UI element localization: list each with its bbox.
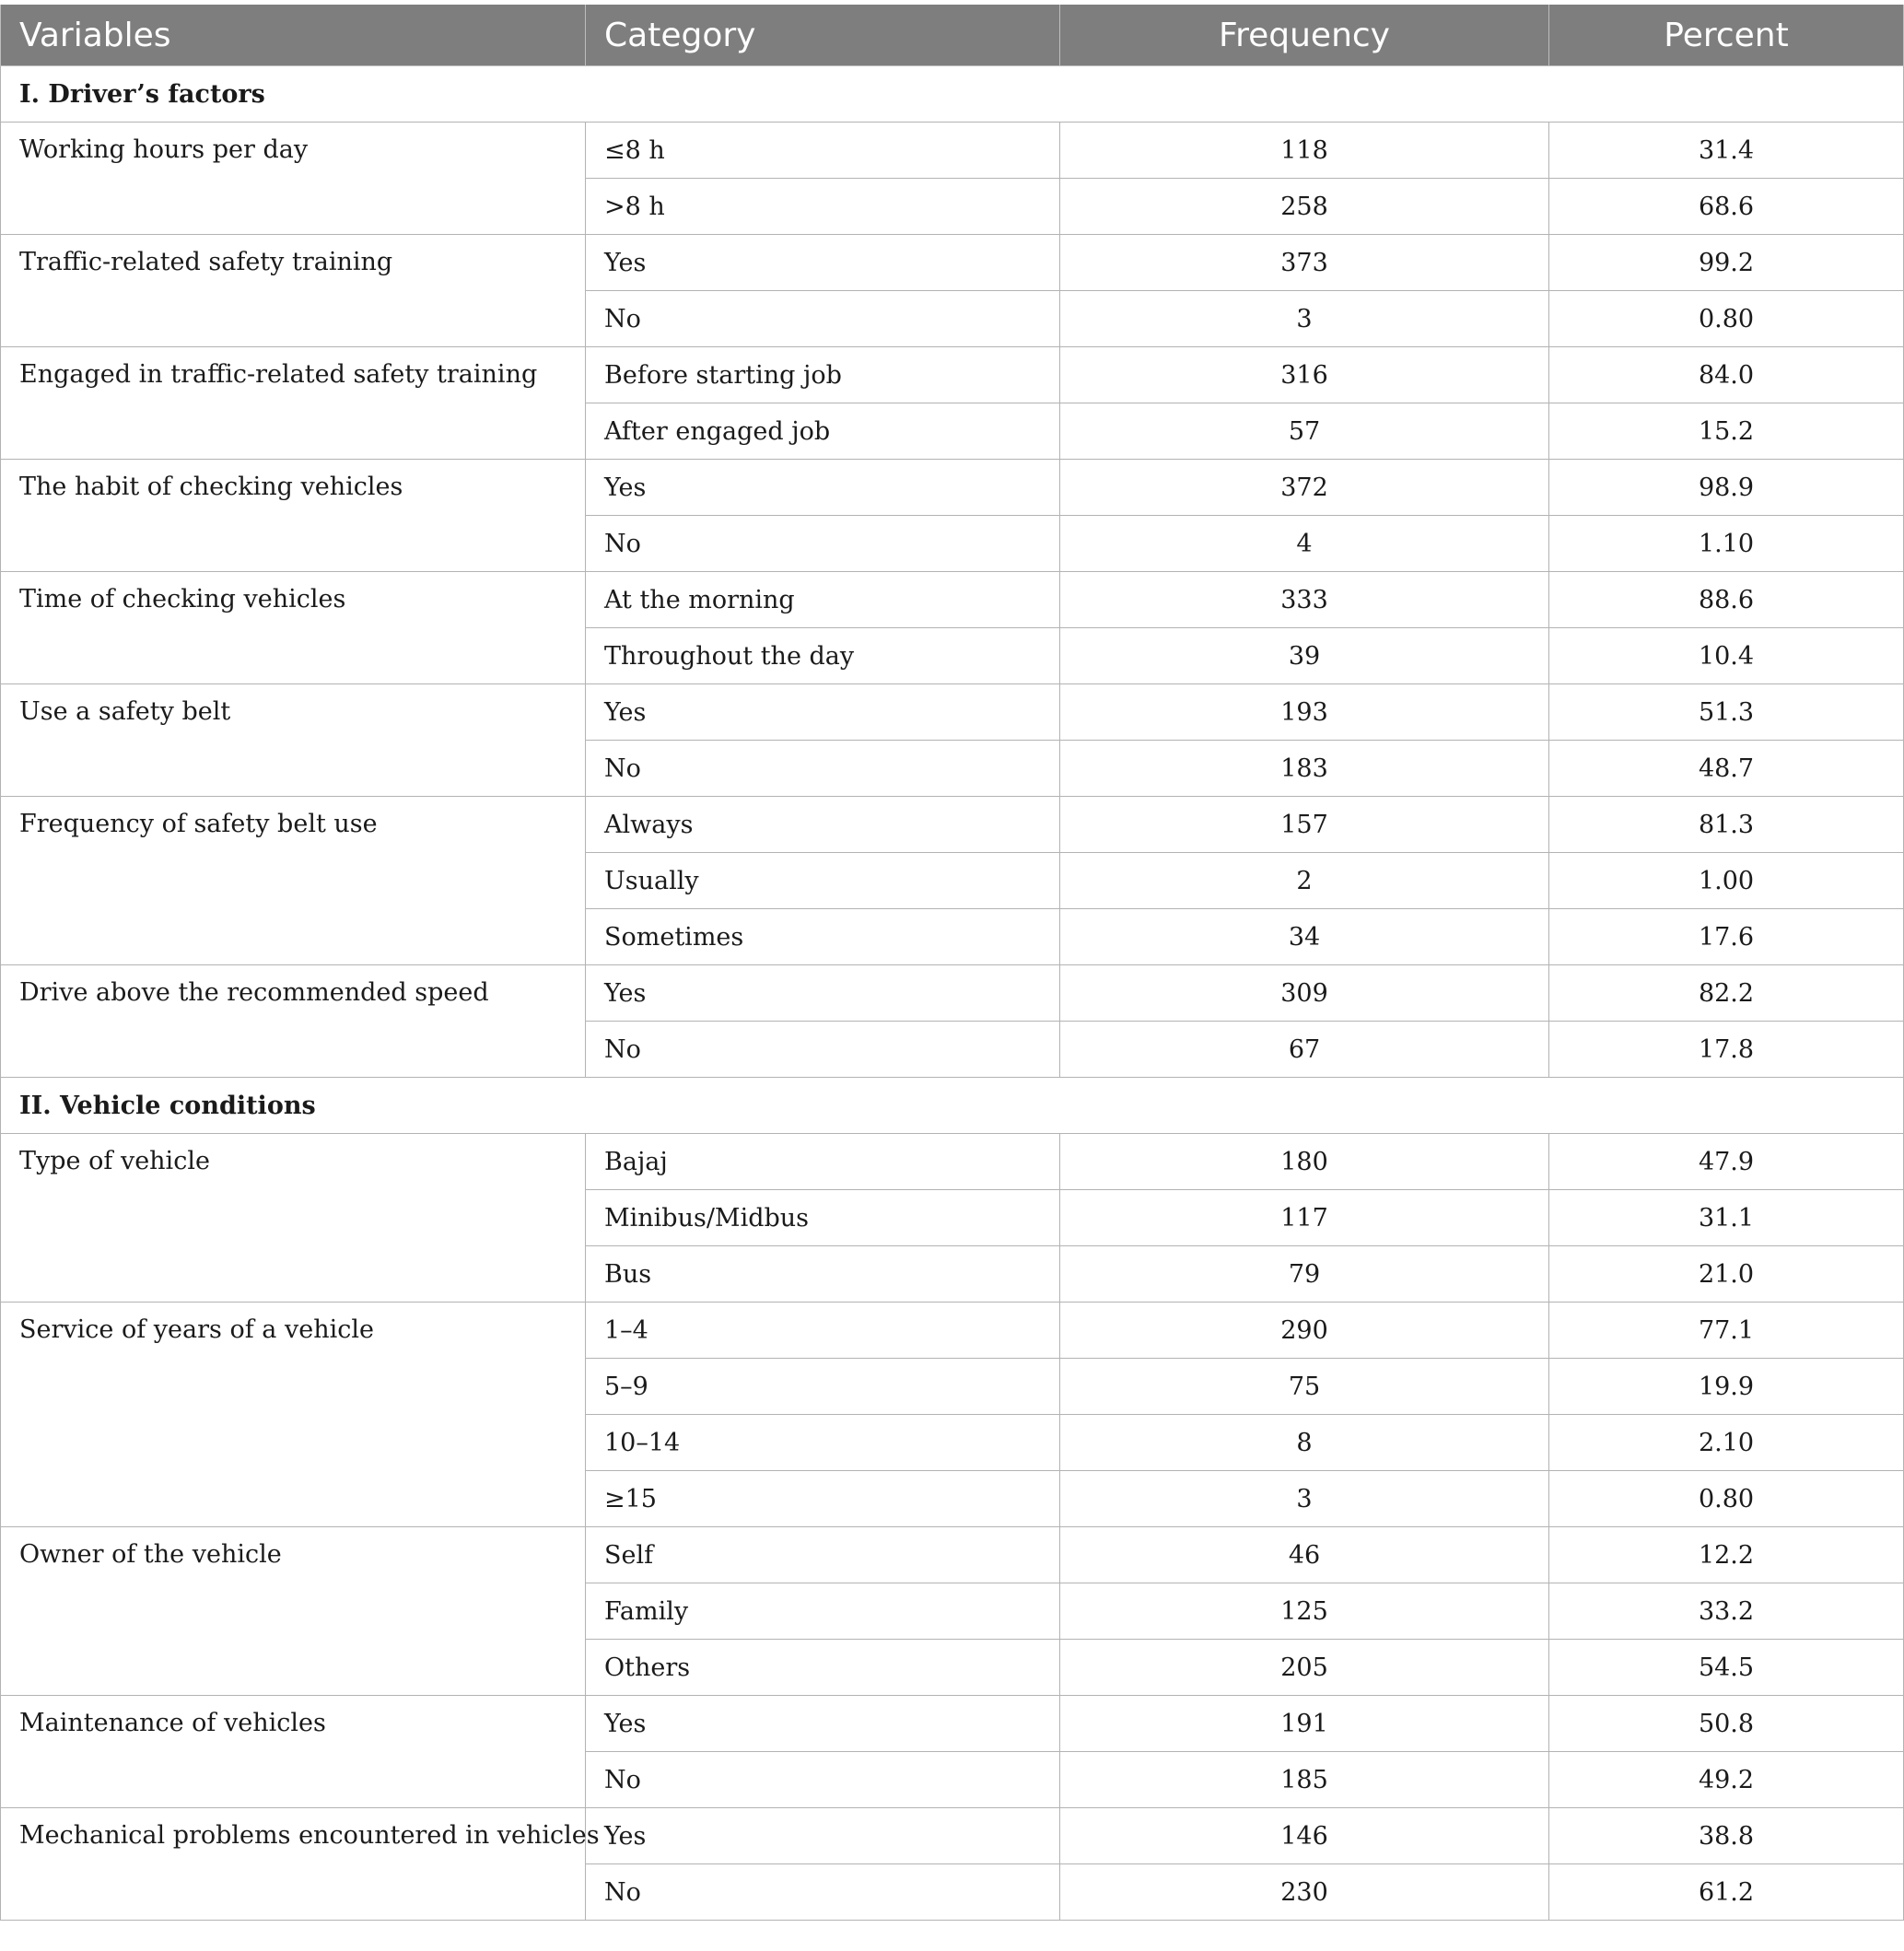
frequency-cell: 46 (1060, 1527, 1549, 1583)
header-category: Category (586, 5, 1060, 66)
frequency-cell: 34 (1060, 909, 1549, 965)
frequency-cell: 2 (1060, 853, 1549, 909)
variable-name: Use a safety belt (1, 684, 586, 797)
category-cell: Bus (586, 1246, 1060, 1303)
table-row (1, 684, 1904, 741)
frequency-cell: 193 (1060, 684, 1549, 741)
percent-cell: 15.2 (1549, 403, 1904, 460)
percent-cell: 31.1 (1549, 1190, 1904, 1246)
category-cell: No (586, 291, 1060, 347)
percent-cell: 88.6 (1549, 572, 1904, 628)
frequency-cell: 79 (1060, 1246, 1549, 1303)
percent-cell: 1.10 (1549, 516, 1904, 572)
percent-cell: 38.8 (1549, 1808, 1904, 1864)
percent-cell: 54.5 (1549, 1640, 1904, 1696)
category-cell: Minibus/Midbus (586, 1190, 1060, 1246)
percent-cell: 47.9 (1549, 1134, 1904, 1190)
percent-cell: 17.8 (1549, 1022, 1904, 1078)
table-row (1, 1808, 1904, 1864)
frequency-cell: 230 (1060, 1864, 1549, 1921)
category-cell: Before starting job (586, 347, 1060, 403)
frequency-cell: 309 (1060, 965, 1549, 1022)
percent-cell: 99.2 (1549, 235, 1904, 291)
percent-cell: 10.4 (1549, 628, 1904, 684)
header-percent: Percent (1549, 5, 1904, 66)
variable-name: Maintenance of vehicles (1, 1696, 586, 1808)
percent-cell: 19.9 (1549, 1359, 1904, 1415)
frequency-cell: 8 (1060, 1415, 1549, 1471)
percent-cell: 2.10 (1549, 1415, 1904, 1471)
frequency-cell: 125 (1060, 1583, 1549, 1640)
category-cell: Yes (586, 460, 1060, 516)
frequency-cell: 205 (1060, 1640, 1549, 1696)
frequency-cell: 117 (1060, 1190, 1549, 1246)
percent-cell: 50.8 (1549, 1696, 1904, 1752)
percent-cell: 0.80 (1549, 291, 1904, 347)
percent-cell: 31.4 (1549, 123, 1904, 179)
percent-cell: 61.2 (1549, 1864, 1904, 1921)
category-cell: 5–9 (586, 1359, 1060, 1415)
category-cell: After engaged job (586, 403, 1060, 460)
frequency-cell: 185 (1060, 1752, 1549, 1808)
variable-name: Engaged in traffic-related safety training (1, 347, 586, 460)
variable-name: Traffic-related safety training (1, 235, 586, 347)
percent-cell: 84.0 (1549, 347, 1904, 403)
data-table (0, 5, 1904, 1921)
category-cell: ≥15 (586, 1471, 1060, 1527)
variable-name: Owner of the vehicle (1, 1527, 586, 1696)
frequency-cell: 333 (1060, 572, 1549, 628)
percent-cell: 1.00 (1549, 853, 1904, 909)
category-cell: Yes (586, 1808, 1060, 1864)
frequency-cell: 316 (1060, 347, 1549, 403)
category-cell: Throughout the day (586, 628, 1060, 684)
frequency-cell: 146 (1060, 1808, 1549, 1864)
frequency-cell: 157 (1060, 797, 1549, 853)
percent-cell: 17.6 (1549, 909, 1904, 965)
percent-cell: 98.9 (1549, 460, 1904, 516)
variable-name: Type of vehicle (1, 1134, 586, 1303)
table-row (1, 123, 1904, 179)
category-cell: Yes (586, 235, 1060, 291)
header-frequency: Frequency (1060, 5, 1549, 66)
table-row (1, 572, 1904, 628)
category-cell: Usually (586, 853, 1060, 909)
table-header (1, 5, 1904, 66)
frequency-cell: 258 (1060, 179, 1549, 235)
frequency-cell: 39 (1060, 628, 1549, 684)
frequency-cell: 183 (1060, 741, 1549, 797)
frequency-cell: 180 (1060, 1134, 1549, 1190)
variable-name: Frequency of safety belt use (1, 797, 586, 965)
frequency-cell: 67 (1060, 1022, 1549, 1078)
percent-cell: 48.7 (1549, 741, 1904, 797)
category-cell: No (586, 516, 1060, 572)
frequency-cell: 191 (1060, 1696, 1549, 1752)
category-cell: Self (586, 1527, 1060, 1583)
frequency-cell: 372 (1060, 460, 1549, 516)
frequency-cell: 373 (1060, 235, 1549, 291)
frequency-cell: 118 (1060, 123, 1549, 179)
table-row (1, 965, 1904, 1022)
section-title: II. Vehicle conditions (1, 1078, 1904, 1134)
variable-name: Working hours per day (1, 123, 586, 235)
frequency-cell: 57 (1060, 403, 1549, 460)
table-row (1, 1134, 1904, 1190)
category-cell: Yes (586, 1696, 1060, 1752)
category-cell: Always (586, 797, 1060, 853)
section-title: I. Driver’s factors (1, 66, 1904, 123)
percent-cell: 51.3 (1549, 684, 1904, 741)
frequency-cell: 4 (1060, 516, 1549, 572)
percent-cell: 0.80 (1549, 1471, 1904, 1527)
category-cell: No (586, 741, 1060, 797)
table-row (1, 1303, 1904, 1359)
category-cell: No (586, 1864, 1060, 1921)
header-variables: Variables (1, 5, 586, 66)
frequency-cell: 3 (1060, 291, 1549, 347)
frequency-cell: 3 (1060, 1471, 1549, 1527)
category-cell: No (586, 1752, 1060, 1808)
percent-cell: 77.1 (1549, 1303, 1904, 1359)
percent-cell: 68.6 (1549, 179, 1904, 235)
table-row (1, 1527, 1904, 1583)
frequency-cell: 75 (1060, 1359, 1549, 1415)
table-body (1, 66, 1904, 1921)
category-cell: >8 h (586, 179, 1060, 235)
percent-cell: 21.0 (1549, 1246, 1904, 1303)
variable-name: Service of years of a vehicle (1, 1303, 586, 1527)
category-cell: No (586, 1022, 1060, 1078)
variable-name: Time of checking vehicles (1, 572, 586, 684)
category-cell: Family (586, 1583, 1060, 1640)
category-cell: Bajaj (586, 1134, 1060, 1190)
category-cell: ≤8 h (586, 123, 1060, 179)
percent-cell: 82.2 (1549, 965, 1904, 1022)
frequency-cell: 290 (1060, 1303, 1549, 1359)
variable-name: The habit of checking vehicles (1, 460, 586, 572)
table-row (1, 235, 1904, 291)
header-row (1, 5, 1904, 66)
category-cell: 1–4 (586, 1303, 1060, 1359)
section-row (1, 66, 1904, 123)
table-row (1, 1696, 1904, 1752)
percent-cell: 33.2 (1549, 1583, 1904, 1640)
table-row (1, 460, 1904, 516)
category-cell: Sometimes (586, 909, 1060, 965)
category-cell: Others (586, 1640, 1060, 1696)
category-cell: Yes (586, 965, 1060, 1022)
section-row (1, 1078, 1904, 1134)
category-cell: Yes (586, 684, 1060, 741)
variable-name: Mechanical problems encountered in vehicles (1, 1808, 586, 1921)
percent-cell: 49.2 (1549, 1752, 1904, 1808)
category-cell: 10–14 (586, 1415, 1060, 1471)
category-cell: At the morning (586, 572, 1060, 628)
table-row (1, 347, 1904, 403)
variable-name: Drive above the recommended speed (1, 965, 586, 1078)
percent-cell: 81.3 (1549, 797, 1904, 853)
percent-cell: 12.2 (1549, 1527, 1904, 1583)
table-row (1, 797, 1904, 853)
